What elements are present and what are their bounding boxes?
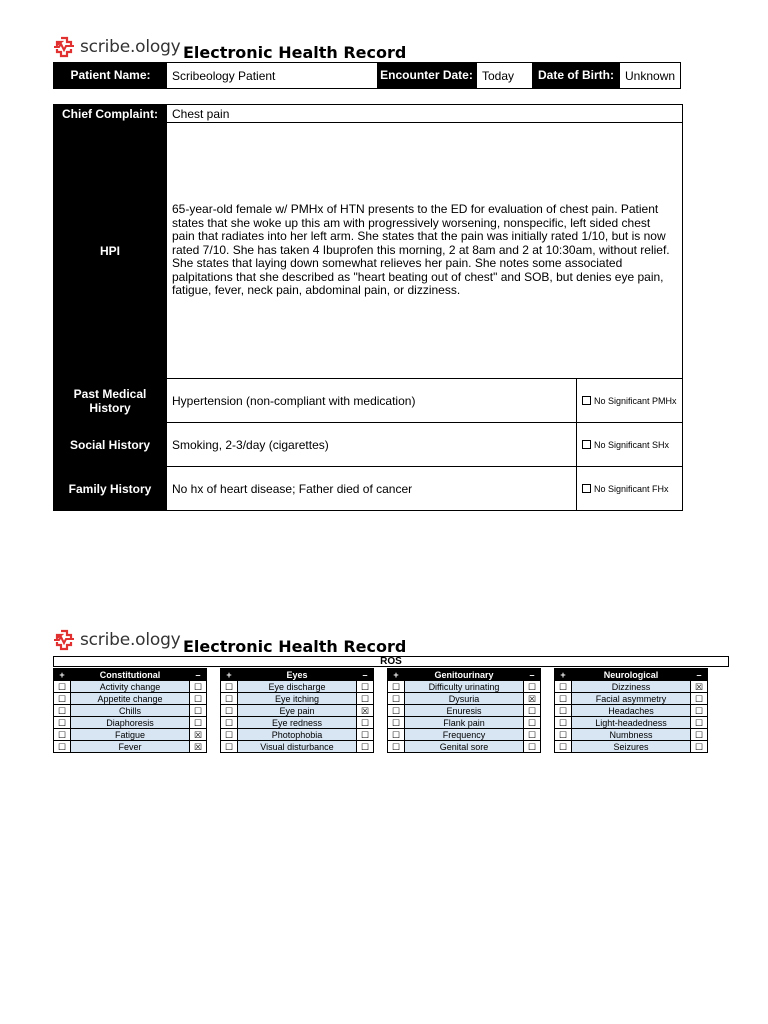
ros-symptom-label: Seizures bbox=[572, 741, 691, 753]
ros-row bbox=[54, 729, 207, 741]
ros-plus-checkbox[interactable]: ☐ bbox=[555, 681, 572, 693]
ros-symptom-label: Chills bbox=[71, 705, 190, 717]
ros-minus-checkbox[interactable]: ☐ bbox=[357, 681, 374, 693]
ros-section-neurological bbox=[554, 668, 708, 753]
hpi-text[interactable]: 65-year-old female w/ PMHx of HTN presents to the ED for evaluation of chest pain. Patient states that she woke up this am with progressively worsening, nonspecific, left sided chest pain that radiates into her left arm. She states that the pain was initially rated 1/10, but is now rated 7/10. She has taken 4 Ibuprofen this morning, 2 at 8am and 2 at 10:30am, without relief. She states that laying down somewhat relieves her pain. She notes some associated palpitations that she described as "heart beating out of chest" and SOB, but denies eye pain, fatigue, fever, neck pain, abdominal pain, or dizziness. bbox=[167, 123, 683, 379]
ros-plus-checkbox[interactable]: ☐ bbox=[388, 729, 405, 741]
ros-symptom-label: Facial asymmetry bbox=[572, 693, 691, 705]
ros-minus-checkbox[interactable]: ☐ bbox=[691, 717, 708, 729]
ros-row bbox=[555, 681, 708, 693]
ros-minus-checkbox[interactable]: ☐ bbox=[691, 741, 708, 753]
ros-section-name: Neurological bbox=[572, 669, 691, 681]
ros-minus-checkbox[interactable]: ☒ bbox=[190, 729, 207, 741]
ros-symptom-label: Eye pain bbox=[238, 705, 357, 717]
ros-minus-checkbox[interactable]: ☐ bbox=[357, 741, 374, 753]
ros-section-header bbox=[555, 669, 708, 681]
pmh-label: Past Medical History bbox=[54, 379, 167, 423]
ros-section-eyes bbox=[220, 668, 374, 753]
ros-row bbox=[221, 717, 374, 729]
ros-symptom-label: Dizziness bbox=[572, 681, 691, 693]
ros-plus-checkbox[interactable]: ☐ bbox=[388, 681, 405, 693]
ros-plus-header: + bbox=[54, 669, 71, 681]
ros-row bbox=[54, 741, 207, 753]
sh-none-checkbox[interactable] bbox=[582, 440, 591, 449]
ros-row bbox=[221, 741, 374, 753]
patient-name-label: Patient Name: bbox=[54, 63, 167, 88]
ros-minus-header: – bbox=[357, 669, 374, 681]
page-title-2: Electronic Health Record bbox=[183, 637, 407, 656]
ros-minus-checkbox[interactable]: ☐ bbox=[691, 693, 708, 705]
ros-symptom-label: Enuresis bbox=[405, 705, 524, 717]
ros-minus-checkbox[interactable]: ☐ bbox=[524, 741, 541, 753]
ros-plus-header: + bbox=[388, 669, 405, 681]
ros-minus-checkbox[interactable]: ☐ bbox=[524, 729, 541, 741]
page-title: Electronic Health Record bbox=[183, 43, 407, 62]
scribeology-logo-icon bbox=[52, 628, 76, 652]
ros-symptom-label: Appetite change bbox=[71, 693, 190, 705]
fh-none-checkbox[interactable] bbox=[582, 484, 591, 493]
pmh-none-checkbox[interactable] bbox=[582, 396, 591, 405]
ros-plus-checkbox[interactable]: ☐ bbox=[555, 729, 572, 741]
ros-row bbox=[555, 693, 708, 705]
ros-plus-checkbox[interactable]: ☐ bbox=[54, 729, 71, 741]
ros-section-name: Constitutional bbox=[71, 669, 190, 681]
sh-none-cell bbox=[577, 423, 683, 467]
ros-symptom-label: Fever bbox=[71, 741, 190, 753]
ros-row bbox=[388, 705, 541, 717]
hpi-label: HPI bbox=[54, 123, 167, 379]
ros-symptom-label: Eye discharge bbox=[238, 681, 357, 693]
ros-plus-checkbox[interactable]: ☐ bbox=[221, 705, 238, 717]
ros-row bbox=[54, 681, 207, 693]
sh-label: Social History bbox=[54, 423, 167, 467]
ros-symptom-label: Visual disturbance bbox=[238, 741, 357, 753]
ros-row bbox=[388, 717, 541, 729]
ros-plus-checkbox[interactable]: ☐ bbox=[54, 693, 71, 705]
ros-minus-header: – bbox=[524, 669, 541, 681]
ros-minus-checkbox[interactable]: ☒ bbox=[357, 705, 374, 717]
ros-plus-checkbox[interactable]: ☐ bbox=[388, 741, 405, 753]
ros-minus-checkbox[interactable]: ☒ bbox=[691, 681, 708, 693]
ros-plus-checkbox[interactable]: ☐ bbox=[388, 717, 405, 729]
logo-text: scribe.ology bbox=[80, 37, 181, 57]
ros-symptom-label: Dysuria bbox=[405, 693, 524, 705]
ros-plus-checkbox[interactable]: ☐ bbox=[221, 693, 238, 705]
ros-minus-checkbox[interactable]: ☒ bbox=[190, 741, 207, 753]
ros-symptom-label: Eye redness bbox=[238, 717, 357, 729]
ros-symptom-label: Eye itching bbox=[238, 693, 357, 705]
chief-complaint-label: Chief Complaint: bbox=[54, 105, 167, 123]
fh-none-label: No Significant FHx bbox=[594, 483, 669, 494]
patient-info-bar bbox=[53, 62, 681, 89]
ros-symptom-label: Headaches bbox=[572, 705, 691, 717]
ros-section-name: Genitourinary bbox=[405, 669, 524, 681]
ros-row bbox=[54, 717, 207, 729]
chief-complaint-value[interactable]: Chest pain bbox=[167, 105, 683, 123]
ros-row bbox=[388, 681, 541, 693]
logo-2 bbox=[52, 628, 181, 652]
ros-plus-checkbox[interactable]: ☐ bbox=[221, 729, 238, 741]
ros-minus-checkbox[interactable]: ☐ bbox=[524, 705, 541, 717]
ros-row bbox=[555, 717, 708, 729]
ros-plus-checkbox[interactable]: ☐ bbox=[221, 681, 238, 693]
ros-row bbox=[555, 729, 708, 741]
ros-plus-checkbox[interactable]: ☐ bbox=[555, 705, 572, 717]
scribeology-logo-icon bbox=[52, 35, 76, 59]
sh-none-label: No Significant SHx bbox=[594, 439, 670, 450]
ros-section-header bbox=[54, 669, 207, 681]
ros-plus-checkbox[interactable]: ☐ bbox=[555, 741, 572, 753]
fh-value[interactable]: No hx of heart disease; Father died of cancer bbox=[167, 467, 577, 511]
fh-none-cell bbox=[577, 467, 683, 511]
ros-minus-checkbox[interactable]: ☐ bbox=[190, 705, 207, 717]
ros-minus-checkbox[interactable]: ☐ bbox=[524, 717, 541, 729]
ros-symptom-label: Flank pain bbox=[405, 717, 524, 729]
ros-minus-checkbox[interactable]: ☒ bbox=[524, 693, 541, 705]
record-table bbox=[53, 104, 683, 511]
ros-plus-checkbox[interactable]: ☐ bbox=[54, 681, 71, 693]
ros-row bbox=[388, 693, 541, 705]
ros-plus-checkbox[interactable]: ☐ bbox=[54, 741, 71, 753]
ros-section-header bbox=[388, 669, 541, 681]
logo bbox=[52, 35, 181, 59]
ros-symptom-label: Difficulty urinating bbox=[405, 681, 524, 693]
ros-symptom-label: Numbness bbox=[572, 729, 691, 741]
ros-symptom-label: Diaphoresis bbox=[71, 717, 190, 729]
ros-minus-header: – bbox=[190, 669, 207, 681]
ros-minus-checkbox[interactable]: ☐ bbox=[357, 693, 374, 705]
ros-minus-checkbox[interactable]: ☐ bbox=[357, 729, 374, 741]
pmh-none-cell bbox=[577, 379, 683, 423]
ros-row bbox=[555, 741, 708, 753]
ros-plus-checkbox[interactable]: ☐ bbox=[388, 693, 405, 705]
pmh-none-label: No Significant PMHx bbox=[594, 395, 677, 406]
ros-row bbox=[221, 705, 374, 717]
ros-symptom-label: Fatigue bbox=[71, 729, 190, 741]
ros-symptom-label: Light-headedness bbox=[572, 717, 691, 729]
ros-plus-checkbox[interactable]: ☐ bbox=[54, 705, 71, 717]
logo-text-2: scribe.ology bbox=[80, 630, 181, 650]
dob-label: Date of Birth: bbox=[532, 63, 620, 88]
patient-name-value[interactable]: Scribeology Patient bbox=[167, 63, 377, 88]
ros-plus-checkbox[interactable]: ☐ bbox=[54, 717, 71, 729]
ros-row bbox=[221, 729, 374, 741]
encounter-date-value[interactable]: Today bbox=[476, 63, 532, 88]
ros-symptom-label: Genital sore bbox=[405, 741, 524, 753]
ros-row bbox=[221, 693, 374, 705]
ros-plus-checkbox[interactable]: ☐ bbox=[221, 717, 238, 729]
sh-value[interactable]: Smoking, 2-3/day (cigarettes) bbox=[167, 423, 577, 467]
ros-plus-header: + bbox=[555, 669, 572, 681]
ros-minus-checkbox[interactable]: ☐ bbox=[524, 681, 541, 693]
ros-minus-checkbox[interactable]: ☐ bbox=[691, 705, 708, 717]
ros-row bbox=[388, 729, 541, 741]
ros-section-constitutional bbox=[53, 668, 207, 753]
ros-minus-checkbox[interactable]: ☐ bbox=[691, 729, 708, 741]
ros-symptom-label: Frequency bbox=[405, 729, 524, 741]
ros-row bbox=[221, 681, 374, 693]
ros-symptom-label: Activity change bbox=[71, 681, 190, 693]
ros-minus-checkbox[interactable]: ☐ bbox=[190, 717, 207, 729]
ros-section-name: Eyes bbox=[238, 669, 357, 681]
ros-plus-checkbox[interactable]: ☐ bbox=[555, 693, 572, 705]
ros-minus-checkbox[interactable]: ☐ bbox=[190, 681, 207, 693]
dob-value[interactable]: Unknown bbox=[620, 63, 680, 88]
pmh-value[interactable]: Hypertension (non-compliant with medication) bbox=[167, 379, 577, 423]
ros-plus-header: + bbox=[221, 669, 238, 681]
encounter-date-label: Encounter Date: bbox=[377, 63, 476, 88]
ros-plus-checkbox[interactable]: ☐ bbox=[555, 717, 572, 729]
ros-section-header bbox=[221, 669, 374, 681]
ros-title: ROS bbox=[53, 656, 729, 667]
ros-row bbox=[388, 741, 541, 753]
ros-minus-header: – bbox=[691, 669, 708, 681]
ros-section-genitourinary bbox=[387, 668, 541, 753]
ros-minus-checkbox[interactable]: ☐ bbox=[190, 693, 207, 705]
ros-row bbox=[555, 705, 708, 717]
ros-row bbox=[54, 705, 207, 717]
ros-plus-checkbox[interactable]: ☐ bbox=[388, 705, 405, 717]
ros-minus-checkbox[interactable]: ☐ bbox=[357, 717, 374, 729]
ros-plus-checkbox[interactable]: ☐ bbox=[221, 741, 238, 753]
ros-symptom-label: Photophobia bbox=[238, 729, 357, 741]
fh-label: Family History bbox=[54, 467, 167, 511]
ros-row bbox=[54, 693, 207, 705]
